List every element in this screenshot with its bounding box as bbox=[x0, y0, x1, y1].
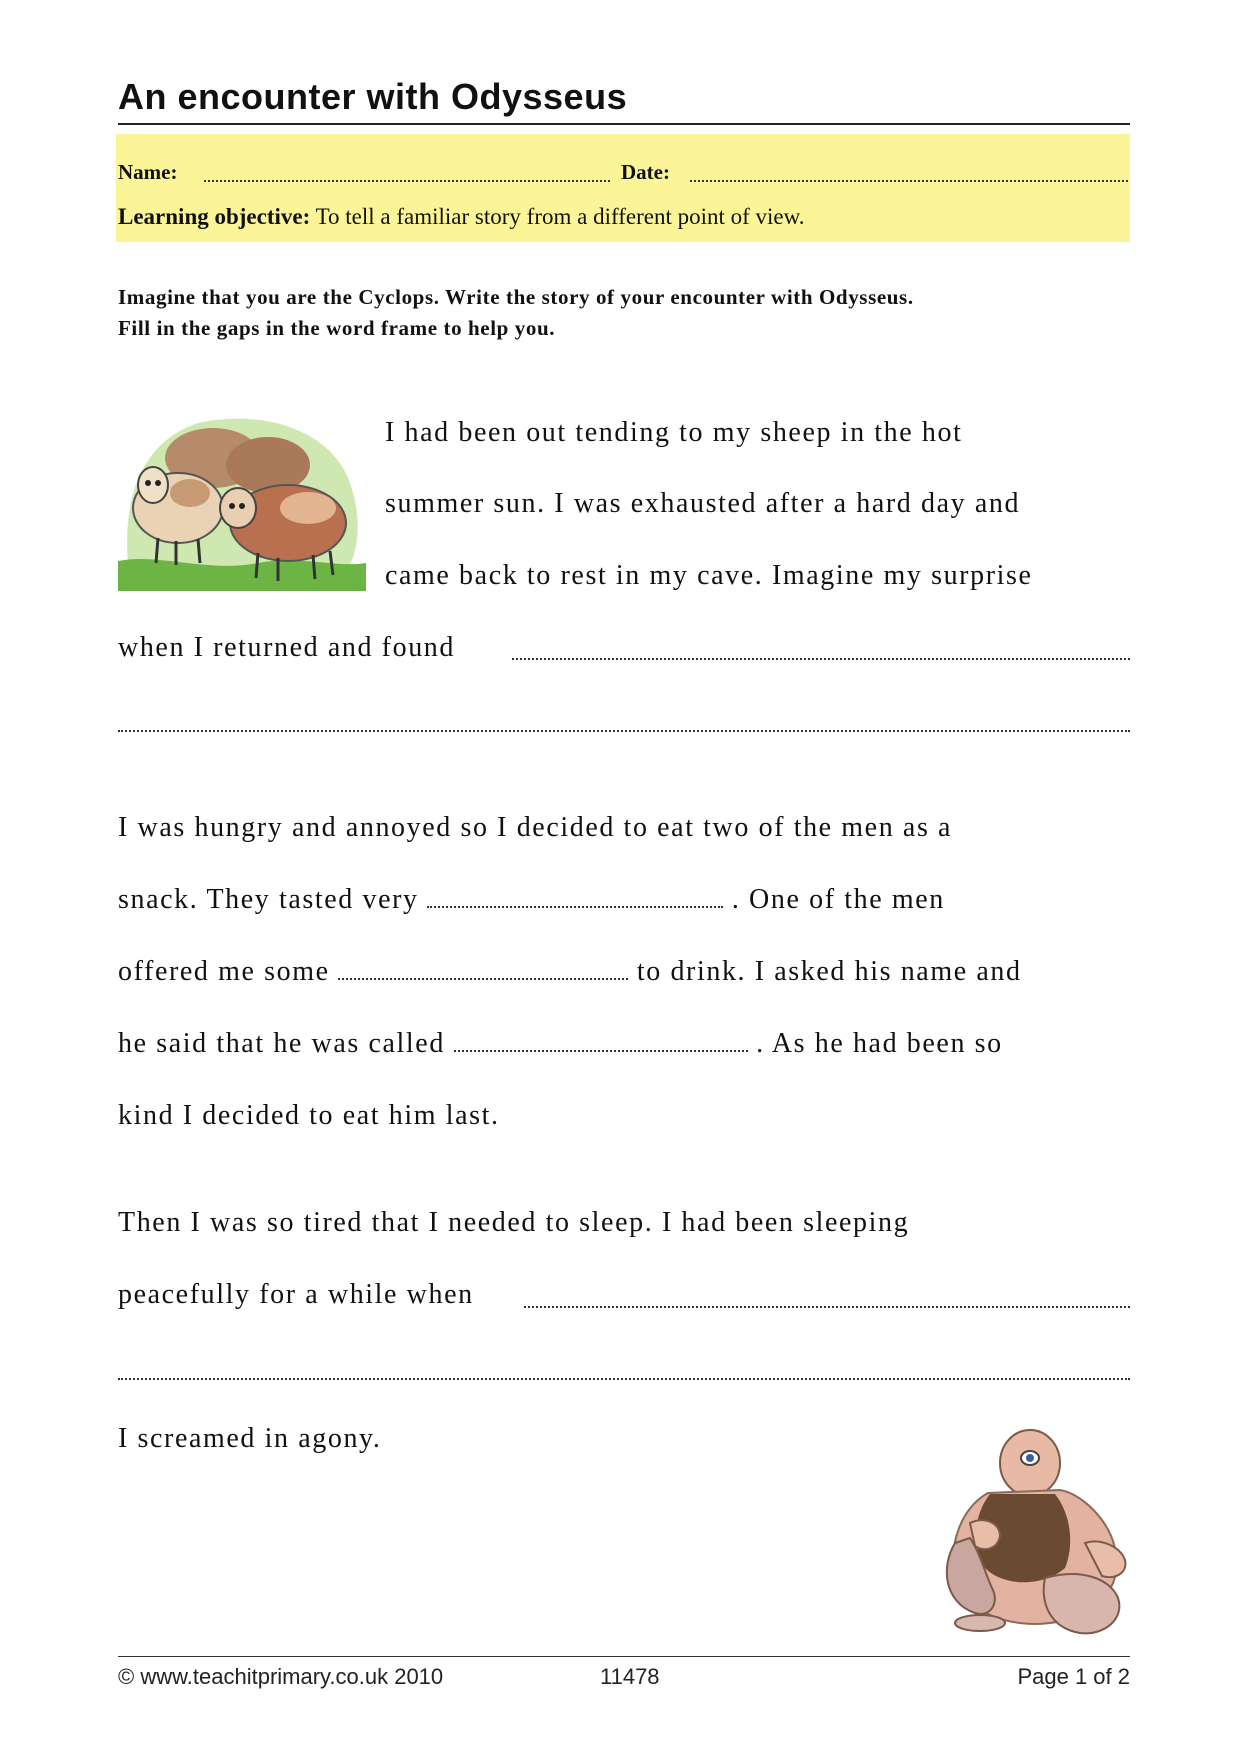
sheep-illustration-icon bbox=[118, 413, 368, 593]
gap-what-found-1[interactable] bbox=[512, 634, 1130, 660]
instruction-line-1: Imagine that you are the Cyclops. Write the story of your encounter with Odysseus. bbox=[118, 285, 914, 309]
footer-page-number: Page 1 of 2 bbox=[1017, 1664, 1130, 1689]
gap-what-happened-2[interactable] bbox=[118, 1354, 1130, 1380]
name-field[interactable] bbox=[204, 160, 610, 182]
gap-what-happened-1[interactable] bbox=[524, 1282, 1130, 1308]
story-line: I had been out tending to my sheep in the hot bbox=[385, 417, 963, 448]
story-line: came back to rest in my cave. Imagine my surprise bbox=[385, 560, 1033, 591]
gap-name[interactable] bbox=[454, 1030, 748, 1052]
gap-what-found-2[interactable] bbox=[118, 706, 1130, 732]
story-line bbox=[118, 1028, 1003, 1062]
story-line bbox=[118, 884, 945, 918]
story-line: kind I decided to eat him last. bbox=[118, 1100, 500, 1131]
objective-label: Learning objective: bbox=[118, 204, 311, 229]
date-label: Date: bbox=[621, 160, 670, 184]
gap-drink[interactable] bbox=[338, 958, 628, 980]
footer-copyright: © www.teachitprimary.co.uk 2010 bbox=[118, 1664, 444, 1689]
story-line: when I returned and found bbox=[118, 632, 456, 663]
story-line: Then I was so tired that I needed to sleep. I had been sleeping bbox=[118, 1207, 910, 1238]
name-label: Name: bbox=[118, 160, 178, 184]
story-text: . One of the men bbox=[731, 884, 945, 915]
objective-text: To tell a familiar story from a different point of view. bbox=[310, 204, 805, 229]
story-text: he said that he was called bbox=[118, 1028, 445, 1059]
title-divider bbox=[118, 123, 1130, 125]
story-text: . As he had been so bbox=[756, 1028, 1003, 1059]
footer-divider bbox=[118, 1656, 1130, 1657]
cyclops-illustration-icon bbox=[930, 1428, 1130, 1638]
date-field[interactable] bbox=[690, 160, 1128, 182]
story-line bbox=[118, 956, 1022, 990]
learning-objective bbox=[118, 204, 1128, 230]
worksheet-title: An encounter with Odysseus bbox=[118, 76, 628, 117]
info-box bbox=[116, 134, 1130, 242]
story-text: snack. They tasted very bbox=[118, 884, 419, 915]
footer-code: 11478 bbox=[600, 1664, 660, 1689]
story-line: I was hungry and annoyed so I decided to eat two of the men as a bbox=[118, 812, 953, 843]
name-date-row bbox=[118, 160, 1128, 184]
story-line: summer sun. I was exhausted after a hard day and bbox=[385, 488, 1021, 519]
instruction-line-2: Fill in the gaps in the word frame to help you. bbox=[118, 316, 556, 340]
instructions bbox=[118, 282, 1130, 344]
story-line: peacefully for a while when bbox=[118, 1279, 474, 1310]
story-text: to drink. I asked his name and bbox=[636, 956, 1022, 987]
story-text: offered me some bbox=[118, 956, 330, 987]
story-line: I screamed in agony. bbox=[118, 1423, 382, 1454]
gap-taste[interactable] bbox=[427, 886, 723, 908]
